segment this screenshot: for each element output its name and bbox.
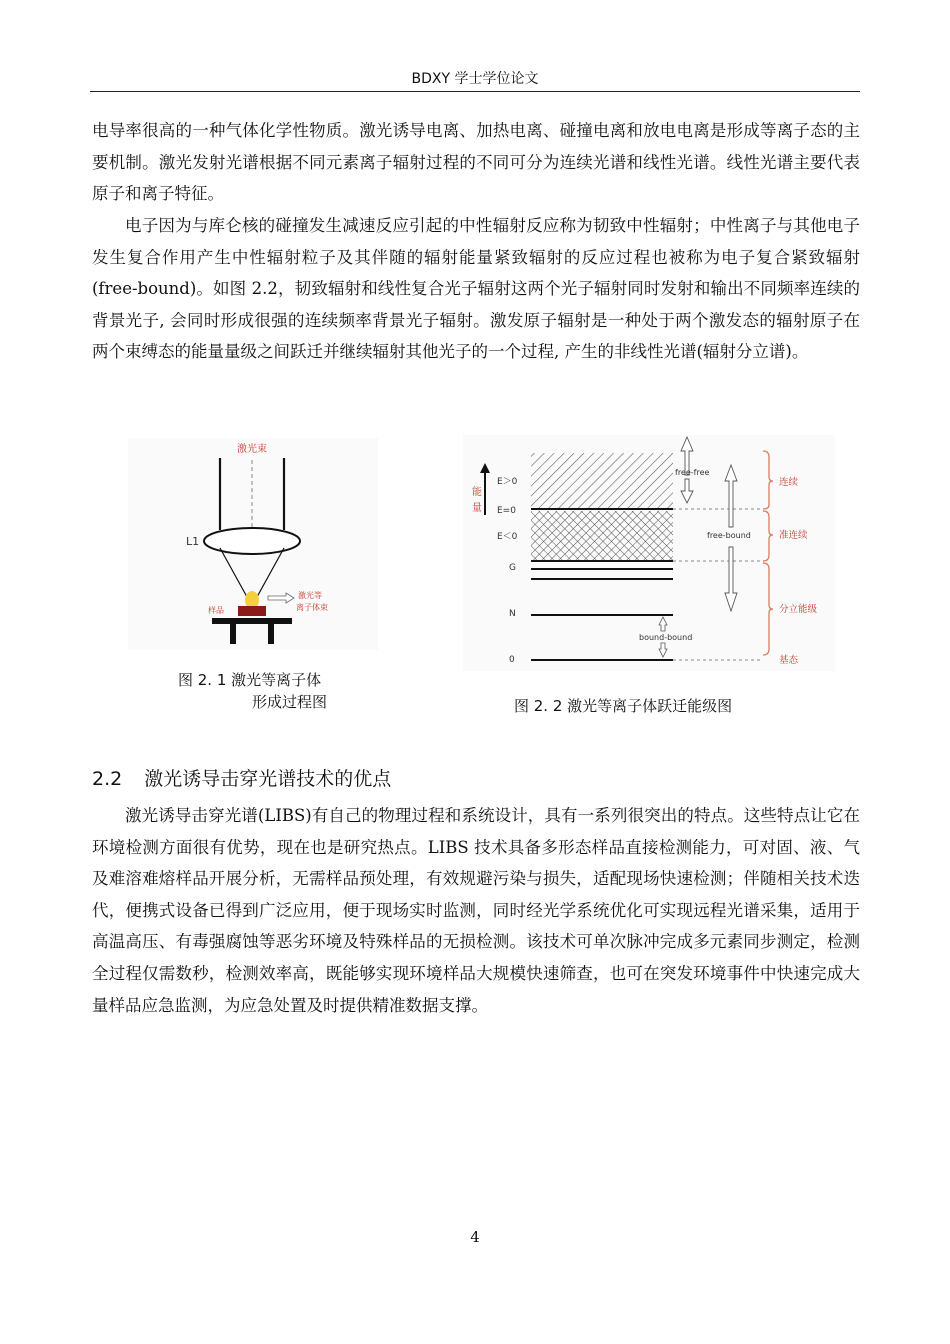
bound-bound-label: bound-bound: [639, 633, 693, 642]
header-rule: [90, 91, 860, 92]
section-heading: [92, 764, 391, 791]
axis-label-1: 能: [472, 487, 482, 498]
free-free-label: free-free: [675, 468, 710, 477]
level-label-e-zero: E=0: [497, 506, 516, 516]
figure1-caption-line2: 形成过程图: [252, 693, 328, 711]
level-label-n: N: [509, 609, 516, 619]
region-label-discrete: 分立能级: [779, 604, 818, 615]
region-label-quasi: 准连续: [779, 530, 808, 541]
figure2-caption: 图 2. 2 激光等离子体跃迁能级图: [514, 697, 733, 715]
paragraph-3: 激光诱导击穿光谱(LIBS)有自己的物理过程和系统设计，具有一系列很突出的特点。这些特点让它在环境检测方面很有优势，现在也是研究热点。LIBS 技术具备多形态样品直接检测能力，可对固、液、气及难溶难熔样品开展分析，无需样品预处理，有效规避污染与损失，适配现场快速检测；伴随相关技术迭代，便携式设备已得到广泛应用，便于现场实时监测，同时经光学系统优化可实现远程光谱采集，适用于高温高压、有毒强腐蚀等恶劣环境及特殊样品的无损检测。该技术可单次脉冲完成多元素同步测定，检测全过程仅需数秒，检测效率高，既能够实现环境样品大规模快速筛查，也可在突发环境事件中快速完成大量样品应急监测，为应急处置及时提供精准数据支撑。: [92, 806, 860, 1015]
page-number: 4: [470, 1228, 480, 1246]
figure-energy-level-diagram: [463, 435, 835, 671]
axis-label-2: 量: [472, 503, 482, 514]
continuum-region: [531, 453, 673, 509]
lens-l1: [204, 528, 300, 554]
stage-leg-right: [268, 624, 274, 644]
free-bound-label: free-bound: [707, 531, 751, 540]
sample-block: [238, 606, 266, 616]
quasi-continuum-region: [531, 511, 673, 561]
region-label-ground: 基态: [779, 655, 799, 666]
plasma-label: 激光等: [298, 591, 322, 600]
beam-label: 激光束: [237, 444, 267, 455]
running-header: BDXY 学士学位论文: [411, 71, 539, 87]
sample-label: 样品: [208, 606, 224, 615]
paragraph-1: 电导率很高的一种气体化学性物质。激光诱导电离、加热电离、碰撞电离和放电电离是形成等离子态的主要机制。激光发射光谱根据不同元素离子辐射过程的不同可分为连续光谱和线性光谱。线性光谱主要代表原子和离子特征。: [92, 121, 860, 204]
plasma-label-2: 离子体束: [296, 603, 328, 612]
figure1-caption-line1: 图 2. 1 激光等离子体: [178, 671, 322, 689]
section-title-text: 激光诱导击穿光谱技术的优点: [144, 768, 392, 790]
stage-top: [212, 618, 292, 624]
level-label-g: G: [509, 563, 516, 573]
figure-laser-plasma-formation: [128, 438, 378, 650]
level-label-e-pos: E＞0: [497, 477, 518, 487]
region-label-continuous: 连续: [779, 477, 799, 488]
paragraph-2: 电子因为与库仑核的碰撞发生减速反应引起的中性辐射反应称为韧致中性辐射；中性离子与其他电子发生复合作用产生中性辐射粒子及其伴随的辐射能量紧致辐射的反应过程也被称为电子复合紧致辐射(free-bound)。如图 2.2，韧致辐射和线性复合光子辐射这两个光子辐射同时发射和输出不同频率连续的背景光子, 会同时形成很强的连续频率背景光子辐射。激发原子辐射是一种处于两个激发态的辐射原子在两个束缚态的能量量级之间跃迁并继续辐射其他光子的一个过程, 产生的非线性光谱(辐射分立谱)。: [92, 216, 860, 362]
section-number: 2.2: [92, 768, 123, 790]
level-label-zero: 0: [509, 655, 515, 665]
lens-label: L1: [186, 535, 200, 548]
level-label-e-neg: E＜0: [497, 532, 518, 542]
stage-leg-left: [230, 624, 236, 644]
